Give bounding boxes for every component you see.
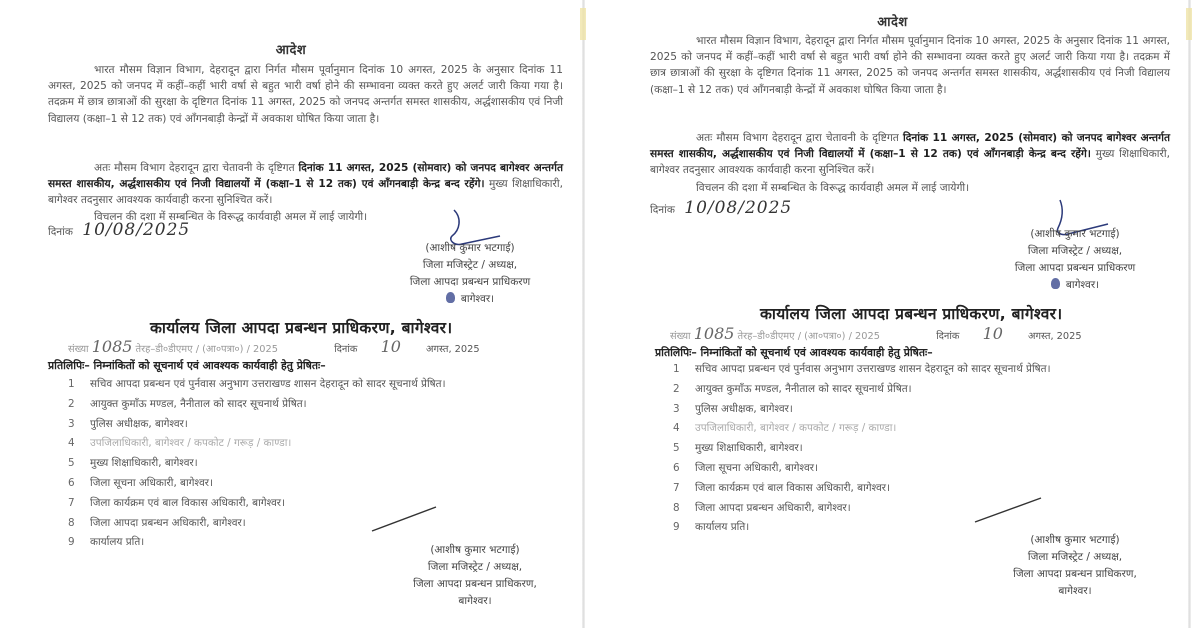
ref-month-year: अगस्त, 2025 xyxy=(1028,331,1082,342)
office-title: कार्यालय जिला आपदा प्रबन्धन प्राधिकरण, बागेश्वर। xyxy=(760,305,1063,323)
ref-label: संख्या xyxy=(670,331,691,342)
ref-month-year: अगस्त, 2025 xyxy=(426,344,480,355)
stamp-icon xyxy=(446,292,455,303)
copy-heading: प्रतिलिपिः– निम्नांकितों को सूचनार्थ एवं आवश्यक कार्यवाही हेतु प्रेषितः– xyxy=(655,346,933,359)
list-item: 3 पुलिस अधीक्षक, बागेश्वर। xyxy=(673,402,793,415)
signatory-block-2 xyxy=(380,542,570,610)
ref-number: 1085 xyxy=(693,324,735,343)
signatory-designation: जिला मजिस्ट्रेट / अध्यक्ष, xyxy=(1027,245,1123,257)
signatory-designation: जिला मजिस्ट्रेट / अध्यक्ष, xyxy=(422,259,518,271)
date-label: दिनांक xyxy=(48,226,73,238)
signatory-authority: जिला आपदा प्रबन्धन प्राधिकरण, xyxy=(413,578,537,590)
tape-mark xyxy=(580,8,586,40)
order-document-left xyxy=(0,0,582,628)
date-handwritten: 10/08/2025 xyxy=(684,198,793,218)
list-item: 1 सचिव आपदा प्रबन्धन एवं पुर्नवास अनुभाग उत्तराखण्ड शासन देहरादून को सादर सूचनार्थ प्रेषित। xyxy=(673,363,1051,375)
signatory-block xyxy=(375,240,565,308)
para2-bold-notice: दिनांक 11 अगस्त, 2025 (सोमवार) को जनपद बागेश्वर अन्तर्गत समस्त शासकीय, अर्द्धशासकीय एवं निजी विद्यालयों में (कक्षा–1 से 12 तक) एवं आँगनबाड़ी केन्द्र बन्द रहेंगे। xyxy=(48,162,563,191)
ref-number: 1085 xyxy=(91,337,133,356)
list-item: 5 मुख्य शिक्षाधिकारी, बागेश्वर। xyxy=(673,442,803,455)
ref-date-label: दिनांक xyxy=(334,344,358,355)
signatory-place: बागेश्वर। xyxy=(980,277,1170,294)
signature-icon xyxy=(370,505,440,535)
order-paragraph-1: भारत मौसम विज्ञान विभाग, देहरादून द्वारा निर्गत मौसम पूर्वानुमान दिनांक 10 अगस्त, 2025 के अनुसार दिनांक 11 अगस्त, 2025 को जनपद में कहीं–कहीं भारी वर्षा से बहुत भारी वर्षा होने की सम्भावना व्यक्त करते हुए अलर्ट जारी किया गया है। तदक्रम में छात्र छात्राओं की सुरक्षा के दृष्टिगत दिनांक 11 अगस्त, 2025 को जनपद अन्तर्गत समस्त शासकीय, अर्द्धशासकीय एवं निजी विद्यालय (कक्षा–1 से 12 तक) एवं आँगनबाड़ी केन्द्रों में अवकाश घोषित किया जाता है। xyxy=(650,35,1170,96)
list-item: 7 जिला कार्यक्रम एवं बाल विकास अधिकारी, बागेश्वर। xyxy=(68,496,285,509)
para2-bold-notice: दिनांक 11 अगस्त, 2025 (सोमवार) को जनपद बागेश्वर अन्तर्गत समस्त शासकीय, अर्द्धशासकीय एवं निजी विद्यालयों में (कक्षा–1 से 12 तक) एवं आँगनबाड़ी केन्द्र बन्द रहेंगे। xyxy=(650,132,1170,161)
page-divider xyxy=(582,0,585,628)
list-item: 2 आयुक्त कुमाँऊ मण्डल, नैनीताल को सादर सूचनार्थ प्रेषित। xyxy=(673,382,912,395)
order-title: आदेश xyxy=(877,15,908,30)
signatory-place: बागेश्वर। xyxy=(375,291,565,308)
order-paragraph-2 xyxy=(650,130,1170,179)
signatory-place: बागेश्वर। xyxy=(1058,585,1092,597)
order-paragraph-2 xyxy=(48,160,563,209)
page-edge xyxy=(1188,0,1191,628)
signatory-authority: जिला आपदा प्रबन्धन प्राधिकरण xyxy=(409,276,531,288)
list-item: 6 जिला सूचना अधिकारी, बागेश्वर। xyxy=(68,476,213,489)
list-item: 7 जिला कार्यक्रम एवं बाल विकास अधिकारी, बागेश्वर। xyxy=(673,481,890,494)
order-paragraph-3: विचलन की दशा में सम्बन्धित के विरूद्ध कार्यवाही अमल में लाई जायेगी। xyxy=(696,182,970,194)
list-item: 4 उपजिलाधिकारी, बागेश्वर / कपकोट / गरूड़ / काण्डा। xyxy=(68,437,292,450)
signature-icon xyxy=(973,496,1045,526)
order-document-right xyxy=(600,0,1185,628)
order-date xyxy=(48,220,190,240)
list-item: 9 कार्यालय प्रति। xyxy=(68,536,145,549)
date-handwritten: 10/08/2025 xyxy=(82,220,191,240)
list-item: 8 जिला आपदा प्रबन्धन अधिकारी, बागेश्वर। xyxy=(68,516,246,529)
office-title: कार्यालय जिला आपदा प्रबन्धन प्राधिकरण, बागेश्वर। xyxy=(150,319,453,337)
para2-tail: मुख्य शिक्षाधिकारी, बागेश्वर तदनुसार आवश्यक कार्यवाही करना सुनिश्चित करें। xyxy=(48,178,564,207)
para2-lead: अतः मौसम विभाग देहरादून द्वारा चेतावनी के दृष्टिगत xyxy=(696,132,903,144)
stamp-icon xyxy=(1051,278,1060,289)
order-paragraph-1: भारत मौसम विज्ञान विभाग, देहरादून द्वारा निर्गत मौसम पूर्वानुमान दिनांक 10 अगस्त, 2025 के अनुसार दिनांक 11 अगस्त, 2025 को जनपद में कहीं–कहीं भारी वर्षा से बहुत भारी वर्षा होने की सम्भावना व्यक्त करते हुए अलर्ट जारी किया गया है। तदक्रम में छात्र छात्राओं की सुरक्षा के दृष्टिगत दिनांक 11 अगस्त, 2025 को जनपद अन्तर्गत समस्त शासकीय, अर्द्धशासकीय एवं निजी विद्यालय (कक्षा–1 से 12 तक) एवं आँगनबाड़ी केन्द्रों में अवकाश घोषित किया जाता है। xyxy=(48,64,563,125)
signatory-designation: जिला मजिस्ट्रेट / अध्यक्ष, xyxy=(427,561,523,573)
order-title: आदेश xyxy=(275,43,307,58)
signatory-name: (आशीष कुमार भटगाई) xyxy=(425,242,515,254)
list-item: 5 मुख्य शिक्षाधिकारी, बागेश्वर। xyxy=(68,457,198,470)
list-item: 3 पुलिस अधीक्षक, बागेश्वर। xyxy=(68,417,188,430)
ref-date-label: दिनांक xyxy=(936,331,960,342)
reference-line xyxy=(670,324,1082,343)
ref-code: तेरह–डी०डीएमए / (आ०पत्रा०) / 2025 xyxy=(135,344,278,355)
date-label: दिनांक xyxy=(650,204,675,216)
copy-heading: प्रतिलिपिः– निम्नांकितों को सूचनार्थ एवं आवश्यक कार्यवाही हेतु प्रेषितः– xyxy=(48,359,326,372)
reference-line xyxy=(68,337,480,356)
list-item: 6 जिला सूचना अधिकारी, बागेश्वर। xyxy=(673,461,818,474)
list-item: 4 उपजिलाधिकारी, बागेश्वर / कपकोट / गरूड़ / काण्डा। xyxy=(673,422,897,435)
list-item: 1 सचिव आपदा प्रबन्धन एवं पुर्नवास अनुभाग उत्तराखण्ड शासन देहरादून को सादर सूचनार्थ प्रेषित। xyxy=(68,378,446,390)
signatory-block-2 xyxy=(980,532,1170,600)
para2-tail: मुख्य शिक्षाधिकारी, बागेश्वर तदनुसार आवश्यक कार्यवाही करना सुनिश्चित करें। xyxy=(650,148,1170,177)
ref-code: तेरह–डी०डीएमए / (आ०पत्रा०) / 2025 xyxy=(737,331,880,342)
para2-lead: अतः मौसम विभाग देहरादून द्वारा चेतावनी के दृष्टिगत xyxy=(94,162,299,174)
signatory-designation: जिला मजिस्ट्रेट / अध्यक्ष, xyxy=(1027,551,1123,563)
signatory-block xyxy=(980,226,1170,294)
ref-day: 10 xyxy=(982,324,1003,343)
signatory-authority: जिला आपदा प्रबन्धन प्राधिकरण xyxy=(1014,262,1136,274)
tape-mark xyxy=(1186,8,1192,40)
order-date xyxy=(650,198,792,218)
order-paragraph-3: विचलन की दशा में सम्बन्धित के विरूद्ध कार्यवाही अमल में लाई जायेगी। xyxy=(94,211,368,223)
list-item: 9 कार्यालय प्रति। xyxy=(673,521,750,534)
signatory-name: (आशीष कुमार भटगाई) xyxy=(1030,228,1120,240)
signatory-place: बागेश्वर। xyxy=(458,595,492,607)
ref-day: 10 xyxy=(380,337,401,356)
signatory-name: (आशीष कुमार भटगाई) xyxy=(430,544,520,556)
signatory-authority: जिला आपदा प्रबन्धन प्राधिकरण, xyxy=(1013,568,1137,580)
list-item: 2 आयुक्त कुमाँऊ मण्डल, नैनीताल को सादर सूचनार्थ प्रेषित। xyxy=(68,397,307,410)
signatory-name: (आशीष कुमार भटगाई) xyxy=(1030,534,1120,546)
ref-label: संख्या xyxy=(68,344,89,355)
list-item: 8 जिला आपदा प्रबन्धन अधिकारी, बागेश्वर। xyxy=(673,501,851,514)
